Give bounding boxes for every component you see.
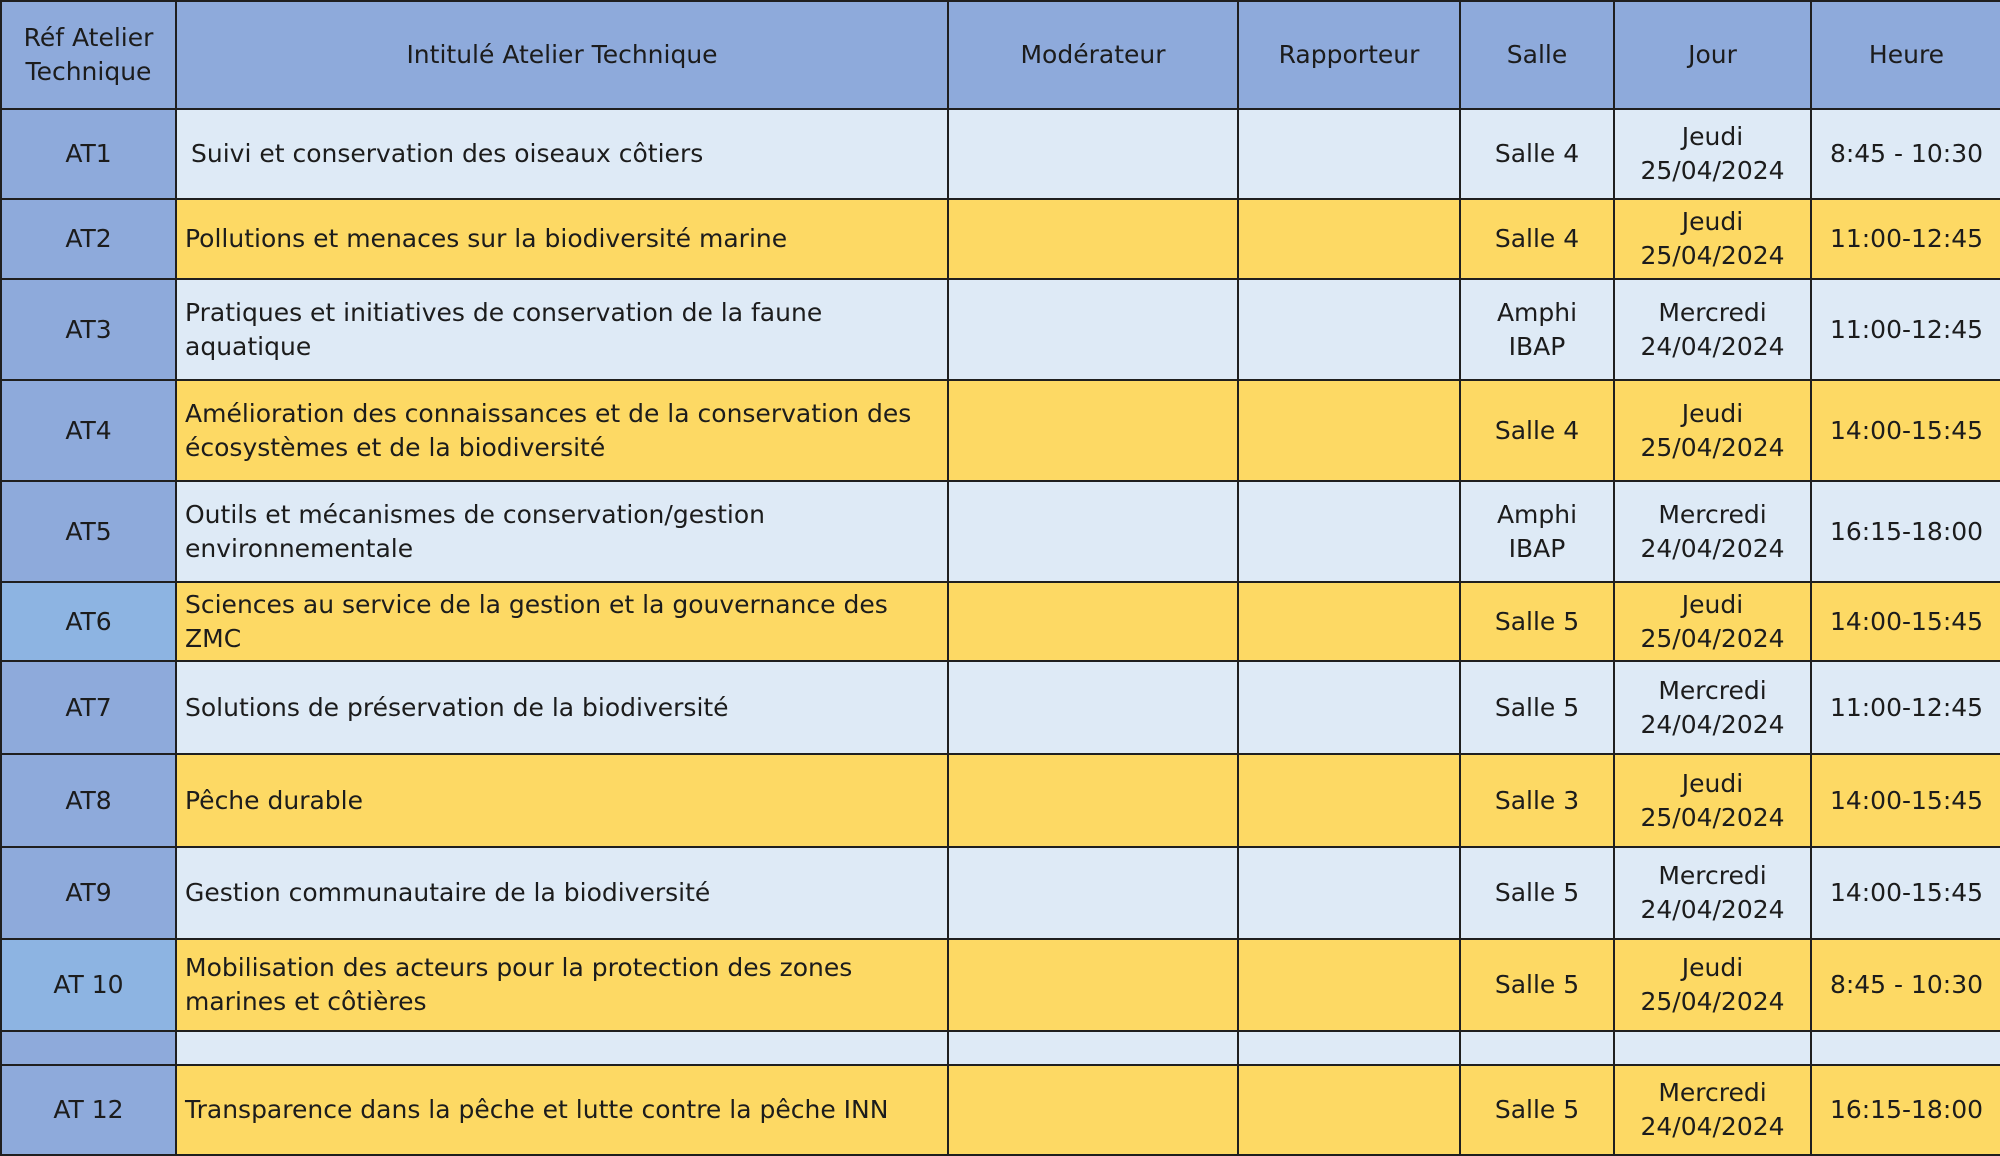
- cell-day: Jeudi 25/04/2024: [1614, 754, 1811, 847]
- cell-moderator[interactable]: [948, 939, 1238, 1031]
- table-row: [1, 199, 2000, 279]
- table-row: [1, 661, 2000, 754]
- cell-day: Jeudi 25/04/2024: [1614, 109, 1811, 199]
- cell-rapporteur[interactable]: [1238, 1031, 1460, 1065]
- cell-room: Salle 3: [1460, 754, 1614, 847]
- cell-day: [1614, 1031, 1811, 1065]
- cell-ref: AT6: [1, 582, 176, 661]
- cell-moderator[interactable]: [948, 279, 1238, 380]
- table-row: [1, 939, 2000, 1031]
- cell-rapporteur[interactable]: [1238, 279, 1460, 380]
- cell-title: [176, 1031, 948, 1065]
- cell-room: Salle 4: [1460, 109, 1614, 199]
- cell-moderator[interactable]: [948, 661, 1238, 754]
- cell-room: Salle 5: [1460, 661, 1614, 754]
- cell-room: Amphi IBAP: [1460, 279, 1614, 380]
- cell-time: 8:45 - 10:30: [1811, 109, 2000, 199]
- table-row: [1, 279, 2000, 380]
- cell-ref: AT4: [1, 380, 176, 481]
- header-row: [1, 1, 2000, 109]
- cell-room: Salle 5: [1460, 847, 1614, 939]
- header-title: Intitulé Atelier Technique: [176, 1, 948, 109]
- cell-title: Outils et mécanismes de conservation/gestion environnementale: [176, 481, 948, 582]
- cell-ref: AT3: [1, 279, 176, 380]
- cell-rapporteur[interactable]: [1238, 380, 1460, 481]
- cell-moderator[interactable]: [948, 380, 1238, 481]
- table-row: [1, 109, 2000, 199]
- cell-ref: AT 10: [1, 939, 176, 1031]
- cell-rapporteur[interactable]: [1238, 754, 1460, 847]
- cell-moderator[interactable]: [948, 109, 1238, 199]
- cell-day: Jeudi 25/04/2024: [1614, 199, 1811, 279]
- cell-rapporteur[interactable]: [1238, 939, 1460, 1031]
- table-row: [1, 1065, 2000, 1155]
- header-day: Jour: [1614, 1, 1811, 109]
- cell-room: Salle 5: [1460, 582, 1614, 661]
- cell-ref: [1, 1031, 176, 1065]
- cell-ref: AT9: [1, 847, 176, 939]
- cell-rapporteur[interactable]: [1238, 661, 1460, 754]
- cell-time: 14:00-15:45: [1811, 754, 2000, 847]
- cell-room: Salle 4: [1460, 380, 1614, 481]
- cell-ref: AT2: [1, 199, 176, 279]
- cell-room: [1460, 1031, 1614, 1065]
- cell-ref: AT1: [1, 109, 176, 199]
- cell-time: [1811, 1031, 2000, 1065]
- cell-title: Amélioration des connaissances et de la conservation des écosystèmes et de la biodiversité: [176, 380, 948, 481]
- cell-title: Pollutions et menaces sur la biodiversité marine: [176, 199, 948, 279]
- table-row: [1, 582, 2000, 661]
- cell-day: Mercredi 24/04/2024: [1614, 661, 1811, 754]
- header-moderator: Modérateur: [948, 1, 1238, 109]
- header-ref: Réf Atelier Technique: [1, 1, 176, 109]
- cell-moderator[interactable]: [948, 582, 1238, 661]
- cell-moderator[interactable]: [948, 1065, 1238, 1155]
- table-row: [1, 754, 2000, 847]
- cell-rapporteur[interactable]: [1238, 1065, 1460, 1155]
- cell-ref: AT7: [1, 661, 176, 754]
- header-rapporteur: Rapporteur: [1238, 1, 1460, 109]
- cell-moderator[interactable]: [948, 1031, 1238, 1065]
- cell-time: 14:00-15:45: [1811, 847, 2000, 939]
- cell-title: Suivi et conservation des oiseaux côtiers: [176, 109, 948, 199]
- cell-moderator[interactable]: [948, 847, 1238, 939]
- table-row: [1, 847, 2000, 939]
- cell-room: Amphi IBAP: [1460, 481, 1614, 582]
- cell-moderator[interactable]: [948, 754, 1238, 847]
- cell-ref: AT8: [1, 754, 176, 847]
- cell-time: 14:00-15:45: [1811, 582, 2000, 661]
- cell-ref: AT 12: [1, 1065, 176, 1155]
- cell-title: Gestion communautaire de la biodiversité: [176, 847, 948, 939]
- cell-moderator[interactable]: [948, 481, 1238, 582]
- table-row: [1, 481, 2000, 582]
- cell-ref: AT5: [1, 481, 176, 582]
- cell-room: Salle 5: [1460, 939, 1614, 1031]
- cell-rapporteur[interactable]: [1238, 109, 1460, 199]
- cell-time: 11:00-12:45: [1811, 279, 2000, 380]
- cell-time: 11:00-12:45: [1811, 199, 2000, 279]
- cell-title: Solutions de préservation de la biodiversité: [176, 661, 948, 754]
- header-time: Heure: [1811, 1, 2000, 109]
- cell-day: Jeudi 25/04/2024: [1614, 582, 1811, 661]
- cell-title: Pêche durable: [176, 754, 948, 847]
- cell-title: Mobilisation des acteurs pour la protection des zones marines et côtières: [176, 939, 948, 1031]
- cell-title: Transparence dans la pêche et lutte contre la pêche INN: [176, 1065, 948, 1155]
- cell-time: 16:15-18:00: [1811, 1065, 2000, 1155]
- cell-day: Mercredi 24/04/2024: [1614, 481, 1811, 582]
- cell-day: Mercredi 24/04/2024: [1614, 847, 1811, 939]
- cell-rapporteur[interactable]: [1238, 847, 1460, 939]
- cell-time: 8:45 - 10:30: [1811, 939, 2000, 1031]
- cell-time: 11:00-12:45: [1811, 661, 2000, 754]
- cell-title: Pratiques et initiatives de conservation de la faune aquatique: [176, 279, 948, 380]
- header-room: Salle: [1460, 1, 1614, 109]
- cell-title: Sciences au service de la gestion et la gouvernance des ZMC: [176, 582, 948, 661]
- cell-rapporteur[interactable]: [1238, 481, 1460, 582]
- cell-time: 14:00-15:45: [1811, 380, 2000, 481]
- cell-rapporteur[interactable]: [1238, 199, 1460, 279]
- cell-room: Salle 4: [1460, 199, 1614, 279]
- cell-day: Mercredi 24/04/2024: [1614, 279, 1811, 380]
- cell-moderator[interactable]: [948, 199, 1238, 279]
- table-row: [1, 1031, 2000, 1065]
- cell-time: 16:15-18:00: [1811, 481, 2000, 582]
- cell-room: Salle 5: [1460, 1065, 1614, 1155]
- cell-day: Jeudi 25/04/2024: [1614, 939, 1811, 1031]
- table-row: [1, 380, 2000, 481]
- cell-day: Jeudi 25/04/2024: [1614, 380, 1811, 481]
- cell-day: Mercredi 24/04/2024: [1614, 1065, 1811, 1155]
- cell-rapporteur[interactable]: [1238, 582, 1460, 661]
